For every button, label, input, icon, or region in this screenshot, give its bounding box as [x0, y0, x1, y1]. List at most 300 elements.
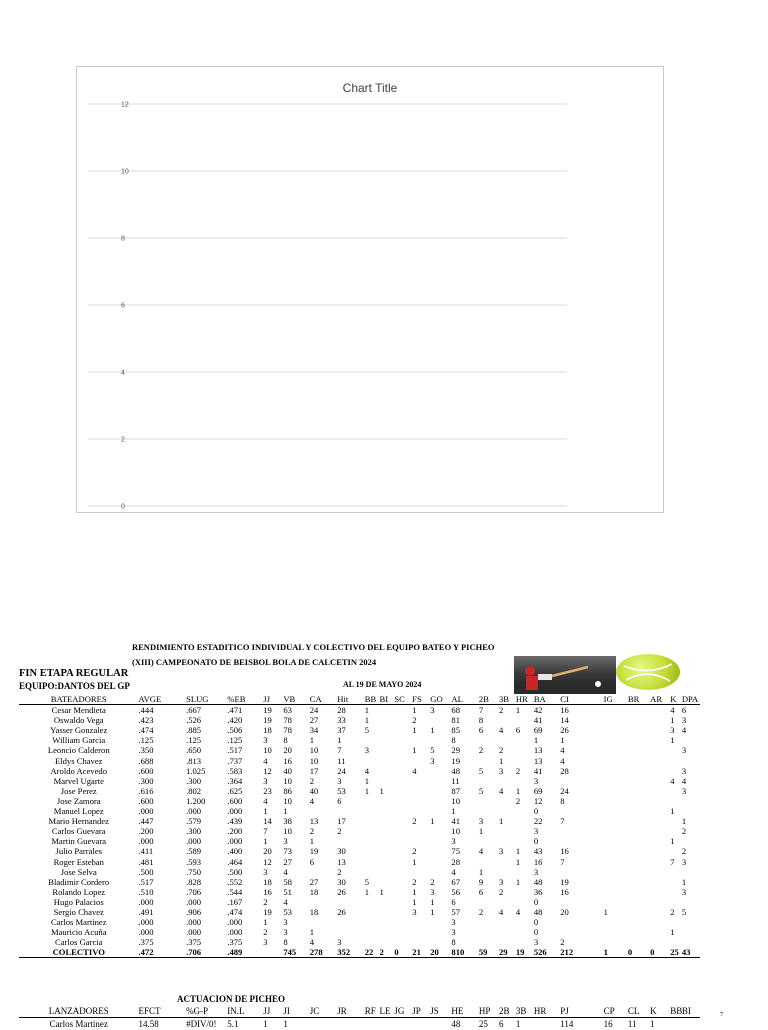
stat-cell: .364: [227, 776, 263, 786]
stat-cell: [604, 756, 628, 766]
stat-cell: [628, 715, 650, 725]
total-cell: .489: [227, 947, 263, 958]
stat-cell: [479, 937, 499, 947]
column-header: GO: [430, 694, 451, 705]
stat-cell: [670, 816, 682, 826]
player-name: Mauricio Acuña: [19, 927, 138, 937]
stat-cell: 20: [560, 907, 603, 917]
stat-cell: .375: [186, 937, 227, 947]
stat-cell: [412, 836, 430, 846]
stat-cell: 16: [283, 756, 309, 766]
stat-cell: 30: [337, 877, 364, 887]
stat-cell: 26: [337, 907, 364, 917]
stat-cell: [365, 937, 380, 947]
stat-cell: .000: [186, 917, 227, 927]
stat-cell: [628, 705, 650, 716]
stat-cell: [670, 766, 682, 776]
column-header: BI: [380, 694, 395, 705]
stat-cell: [479, 806, 499, 816]
stat-cell: 3: [412, 907, 430, 917]
stat-cell: .688: [138, 756, 186, 766]
stat-cell: 86: [283, 786, 309, 796]
stat-cell: [479, 756, 499, 766]
stat-cell: 3: [682, 766, 700, 776]
stat-cell: 2: [479, 907, 499, 917]
stat-cell: 12: [263, 766, 283, 776]
stat-cell: [310, 917, 337, 927]
stat-cell: .813: [186, 756, 227, 766]
stat-cell: [430, 917, 451, 927]
stat-cell: 3: [263, 937, 283, 947]
stat-cell: [560, 867, 603, 877]
player-name: Oswaldo Vega: [19, 715, 138, 725]
total-cell: 21: [412, 947, 430, 958]
stat-cell: 10: [310, 756, 337, 766]
stat-cell: 26: [337, 887, 364, 897]
column-header: CI: [560, 694, 603, 705]
stat-cell: 78: [283, 725, 309, 735]
stat-cell: [380, 867, 395, 877]
stat-cell: 24: [337, 766, 364, 776]
stat-cell: .600: [138, 796, 186, 806]
stat-cell: 12: [534, 796, 560, 806]
stat-cell: 4: [682, 776, 700, 786]
stat-cell: [430, 846, 451, 856]
total-cell: 810: [451, 947, 478, 958]
stat-cell: [365, 756, 380, 766]
stat-cell: 1: [380, 786, 395, 796]
stat-cell: [650, 937, 670, 947]
stat-cell: [516, 917, 534, 927]
stat-cell: [394, 715, 412, 725]
stat-cell: 0: [534, 917, 560, 927]
stat-cell: .000: [138, 917, 186, 927]
stat-cell: 1: [499, 756, 516, 766]
stat-cell: .589: [186, 846, 227, 856]
stat-cell: 1: [430, 816, 451, 826]
stat-cell: [628, 877, 650, 887]
stat-cell: [682, 937, 700, 947]
player-name: Jose Perez: [19, 786, 138, 796]
column-header: BA: [534, 694, 560, 705]
stat-cell: [310, 806, 337, 816]
stat-cell: 1: [516, 705, 534, 716]
stat-cell: [380, 806, 395, 816]
stat-cell: [412, 927, 430, 937]
stat-cell: [604, 867, 628, 877]
column-header: 3B: [516, 1005, 534, 1018]
stat-cell: 6: [310, 857, 337, 867]
stat-cell: 5.1: [227, 1018, 263, 1030]
stat-cell: 1.025: [186, 766, 227, 776]
stat-cell: [560, 836, 603, 846]
column-header: 2B: [479, 694, 499, 705]
batter-row: [19, 877, 700, 887]
stat-cell: 7: [560, 857, 603, 867]
stat-cell: [380, 897, 395, 907]
player-name: Eldys Chavez: [19, 756, 138, 766]
stat-cell: .411: [138, 846, 186, 856]
stat-cell: 3: [263, 735, 283, 745]
stat-cell: [394, 816, 412, 826]
y-tick-label: 2: [121, 437, 125, 444]
stat-cell: [604, 705, 628, 716]
stat-cell: [628, 725, 650, 735]
stat-cell: [604, 715, 628, 725]
softball-icon: [616, 654, 680, 690]
player-name: Roger Esteban: [19, 857, 138, 867]
stat-cell: [670, 826, 682, 836]
stat-cell: [430, 786, 451, 796]
stat-cell: 4: [451, 867, 478, 877]
stat-cell: [499, 897, 516, 907]
stat-cell: [670, 867, 682, 877]
stat-cell: 0: [534, 927, 560, 937]
stat-cell: 2: [430, 877, 451, 887]
stat-cell: [430, 836, 451, 846]
stat-cell: .600: [227, 796, 263, 806]
stat-cell: 68: [451, 705, 478, 716]
stat-cell: [628, 806, 650, 816]
total-cell: 29: [499, 947, 516, 958]
stat-cell: [380, 715, 395, 725]
stat-cell: 10: [451, 826, 478, 836]
stat-cell: 20: [263, 846, 283, 856]
stat-cell: [380, 836, 395, 846]
stat-cell: 1: [516, 786, 534, 796]
stat-cell: 43: [534, 846, 560, 856]
stat-cell: [394, 766, 412, 776]
stat-cell: [380, 907, 395, 917]
stat-cell: 4: [670, 705, 682, 716]
stat-cell: 1: [412, 745, 430, 755]
stat-cell: [670, 917, 682, 927]
stat-cell: 2: [499, 745, 516, 755]
stat-cell: 37: [337, 725, 364, 735]
stat-cell: 0: [534, 836, 560, 846]
stat-cell: [604, 806, 628, 816]
batter-row: [19, 705, 700, 716]
stat-cell: [682, 806, 700, 816]
stat-cell: [604, 877, 628, 887]
stat-cell: 19: [263, 715, 283, 725]
stat-cell: [516, 937, 534, 947]
stat-cell: [412, 796, 430, 806]
stat-cell: .750: [186, 867, 227, 877]
stat-cell: [604, 786, 628, 796]
stat-cell: .625: [227, 786, 263, 796]
stat-cell: 10: [283, 776, 309, 786]
stat-cell: 4: [560, 756, 603, 766]
stat-cell: .200: [227, 826, 263, 836]
stat-cell: .000: [227, 927, 263, 937]
stat-cell: [365, 735, 380, 745]
stat-cell: [628, 796, 650, 806]
stat-cell: [628, 846, 650, 856]
stat-cell: 10: [283, 826, 309, 836]
stat-cell: [516, 735, 534, 745]
stat-cell: [650, 806, 670, 816]
stat-cell: [479, 917, 499, 927]
stat-cell: 16: [604, 1018, 628, 1030]
stat-cell: [628, 857, 650, 867]
stat-cell: 29: [451, 745, 478, 755]
stat-cell: 114: [560, 1018, 603, 1030]
stat-cell: 3: [430, 756, 451, 766]
stat-cell: 27: [310, 877, 337, 887]
stat-cell: [682, 836, 700, 846]
stat-cell: 1: [499, 816, 516, 826]
stat-cell: [430, 715, 451, 725]
stat-cell: [560, 776, 603, 786]
stat-cell: 4: [499, 907, 516, 917]
stat-cell: 1: [412, 887, 430, 897]
stat-cell: 13: [534, 756, 560, 766]
column-header: LANZADORES: [19, 1005, 138, 1018]
column-header: CL: [628, 1005, 650, 1018]
stat-cell: 34: [310, 725, 337, 735]
player-name: Jose Selva: [19, 867, 138, 877]
stat-cell: 1: [430, 897, 451, 907]
column-header: HR: [534, 1005, 560, 1018]
stat-cell: 1: [365, 776, 380, 786]
stat-cell: 10: [451, 796, 478, 806]
stat-cell: [380, 766, 395, 776]
stat-cell: 3: [430, 705, 451, 716]
stat-cell: 4: [263, 796, 283, 806]
stat-cell: [412, 917, 430, 927]
total-cell: 0: [628, 947, 650, 958]
stat-cell: [650, 786, 670, 796]
stat-cell: .552: [227, 877, 263, 887]
stat-cell: [412, 826, 430, 836]
stat-cell: [499, 776, 516, 786]
stat-cell: [430, 867, 451, 877]
stat-cell: 1: [650, 1018, 670, 1030]
stat-cell: 1: [670, 927, 682, 937]
stat-cell: 4: [499, 786, 516, 796]
stat-cell: [380, 776, 395, 786]
stat-cell: [430, 796, 451, 806]
stat-cell: 4: [560, 745, 603, 755]
stat-cell: [516, 826, 534, 836]
stat-cell: [604, 796, 628, 806]
batter-row: [19, 897, 700, 907]
stat-cell: 6: [337, 796, 364, 806]
column-header: EFCT: [138, 1005, 186, 1018]
stat-cell: 41: [451, 816, 478, 826]
stat-cell: [670, 887, 682, 897]
stat-cell: [560, 917, 603, 927]
stat-cell: 3: [283, 917, 309, 927]
stat-cell: [628, 836, 650, 846]
stat-cell: .474: [138, 725, 186, 735]
stat-cell: 63: [283, 705, 309, 716]
stat-cell: 5: [479, 786, 499, 796]
total-cell: 2: [380, 947, 395, 958]
stat-cell: 5: [430, 745, 451, 755]
column-header: AVGE: [138, 694, 186, 705]
stat-cell: 67: [451, 877, 478, 887]
stat-cell: 2: [499, 887, 516, 897]
total-cell: 212: [560, 947, 603, 958]
stat-cell: 57: [451, 907, 478, 917]
stat-cell: .000: [227, 836, 263, 846]
stat-cell: 3: [499, 846, 516, 856]
stat-cell: [499, 796, 516, 806]
stat-cell: 3: [534, 867, 560, 877]
stat-cell: 11: [451, 776, 478, 786]
stat-cell: 13: [310, 816, 337, 826]
stat-cell: [479, 927, 499, 937]
player-name: Mario Hernandez: [19, 816, 138, 826]
stat-cell: [650, 715, 670, 725]
player-name: Cesar Mendieta: [19, 705, 138, 716]
stat-cell: [650, 857, 670, 867]
column-header: SC: [394, 694, 412, 705]
stat-cell: 7: [560, 816, 603, 826]
stat-cell: 1: [263, 1018, 283, 1030]
stat-cell: .906: [186, 907, 227, 917]
stat-cell: .300: [138, 776, 186, 786]
stat-cell: [516, 715, 534, 725]
stat-cell: [650, 756, 670, 766]
stat-cell: 1: [263, 917, 283, 927]
stat-cell: .200: [138, 826, 186, 836]
total-cell: 59: [479, 947, 499, 958]
stat-cell: 2: [412, 715, 430, 725]
stat-cell: 10: [283, 796, 309, 806]
stat-cell: [430, 735, 451, 745]
stat-cell: 19: [263, 705, 283, 716]
stat-cell: 48: [534, 907, 560, 917]
stat-cell: 1: [263, 806, 283, 816]
stat-cell: 2: [412, 846, 430, 856]
column-header: BR: [628, 694, 650, 705]
stat-cell: 10: [310, 745, 337, 755]
stat-cell: 1: [263, 836, 283, 846]
stat-cell: 2: [682, 846, 700, 856]
stat-cell: .506: [227, 725, 263, 735]
stat-cell: 23: [263, 786, 283, 796]
stat-cell: 1: [365, 786, 380, 796]
stat-cell: 48: [451, 766, 478, 776]
stat-cell: 28: [451, 857, 478, 867]
stat-cell: 3: [682, 745, 700, 755]
stat-cell: 3: [682, 715, 700, 725]
stat-cell: [670, 786, 682, 796]
stat-cell: 8: [283, 937, 309, 947]
total-cell: 25: [670, 947, 682, 958]
stat-cell: 1: [310, 927, 337, 937]
stat-cell: [650, 705, 670, 716]
player-name: Sergio Chavez: [19, 907, 138, 917]
stat-cell: 2: [412, 877, 430, 887]
stat-cell: 1: [479, 826, 499, 836]
stat-cell: 2: [310, 776, 337, 786]
stat-cell: 4: [479, 846, 499, 856]
stat-cell: 2: [337, 867, 364, 877]
stat-cell: .000: [138, 897, 186, 907]
stat-cell: 1: [670, 806, 682, 816]
stat-cell: [380, 725, 395, 735]
stat-cell: [365, 846, 380, 856]
stat-cell: 3: [499, 877, 516, 887]
stat-cell: [628, 887, 650, 897]
stat-cell: [650, 826, 670, 836]
stat-cell: [310, 867, 337, 877]
stat-cell: 1: [560, 735, 603, 745]
chart-area: [76, 66, 664, 513]
batter-row: [19, 867, 700, 877]
stat-cell: 4: [499, 725, 516, 735]
y-tick-label: 12: [121, 102, 129, 109]
stat-cell: 6: [682, 705, 700, 716]
stat-cell: .000: [186, 897, 227, 907]
stat-cell: [337, 927, 364, 937]
stat-cell: .593: [186, 857, 227, 867]
stat-cell: 69: [534, 786, 560, 796]
stat-cell: [412, 867, 430, 877]
stat-cell: [650, 846, 670, 856]
stat-cell: 48: [451, 1018, 478, 1030]
stat-cell: [394, 745, 412, 755]
stat-cell: .464: [227, 857, 263, 867]
column-header: HP: [479, 1005, 499, 1018]
stat-cell: 3: [499, 766, 516, 776]
stat-cell: [628, 735, 650, 745]
stat-cell: .600: [138, 766, 186, 776]
stat-cell: 17: [337, 816, 364, 826]
column-header: BI: [682, 1005, 700, 1018]
stat-cell: 2: [670, 907, 682, 917]
stat-cell: 1: [516, 857, 534, 867]
column-header: LE: [380, 1005, 395, 1018]
stat-cell: 4: [310, 937, 337, 947]
stat-cell: [394, 725, 412, 735]
chart-plot: [77, 67, 665, 514]
stat-cell: [682, 917, 700, 927]
stat-cell: .444: [138, 705, 186, 716]
stat-cell: [628, 786, 650, 796]
player-name: Carlos Guevara: [19, 826, 138, 836]
stat-cell: .375: [227, 937, 263, 947]
team-total-row: [19, 947, 700, 958]
date-label: AL 19 DE MAYO 2024: [343, 680, 421, 689]
stat-cell: [365, 917, 380, 927]
stat-cell: [430, 927, 451, 937]
stat-cell: .579: [186, 816, 227, 826]
stat-cell: [650, 907, 670, 917]
stat-cell: 1: [516, 846, 534, 856]
total-cell: 278: [310, 947, 337, 958]
stat-cell: [394, 897, 412, 907]
stat-cell: #DIV/0!: [186, 1018, 227, 1030]
stat-cell: [479, 796, 499, 806]
stat-cell: .802: [186, 786, 227, 796]
stat-cell: 4: [682, 725, 700, 735]
stat-cell: 1: [365, 887, 380, 897]
column-header: %EB: [227, 694, 263, 705]
total-cell: 1: [604, 947, 628, 958]
stat-cell: 3: [283, 927, 309, 937]
stat-cell: [628, 756, 650, 766]
stat-cell: [394, 917, 412, 927]
player-name: Hugo Palacios: [19, 897, 138, 907]
stat-cell: [499, 735, 516, 745]
stat-cell: 1: [380, 887, 395, 897]
total-cell: 745: [283, 947, 309, 958]
